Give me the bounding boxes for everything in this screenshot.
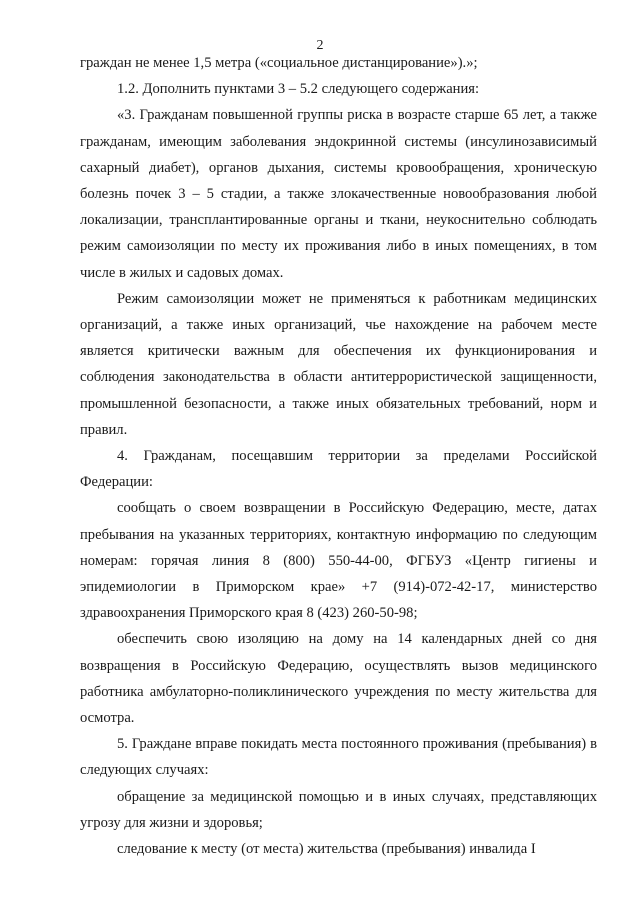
document-body [80,50,597,862]
paragraph-4: Режим самоизоляции может не применяться к работникам медицинских организаций, а также иных организаций, чье нахождение на рабочем месте является критически важным для обеспечения их функционирования и соблюдения законодательства в области антитеррористической защищенности, промышленной безопасности, а также иных обязательных требований, норм и правил. [80,290,597,438]
paragraph-9: обращение за медицинской помощью и в иных случаях, представляющих угрозу для жизни и здоровья; [80,788,597,831]
page-number: 2 [316,38,324,53]
paragraph-6: сообщать о своем возвращении в Российскую Федерацию, месте, датах пребывания на указанных территориях, контактную информацию по следующим номерам: горячая линия 8 (800) 550-44-00, ФГБУЗ «Центр гигиены и эпидемиологии в Приморском крае» +7 (914)-072-42-17, министерство здравоохранения Приморского края 8 (423) 260-50-98; [80,500,597,622]
paragraph-3: «3. Гражданам повышенной группы риска в возрасте старше 65 лет, а также гражданам, имеющим заболевания эндокринной системы (инсулинозависимый сахарный диабет), органов дыхания, системы кровообращения, хроническую болезнь почек 3 – 5 стадии, а также злокачественные новообразования любой локализации, трансплантированные органы и ткани, неукоснительно соблюдать режим самоизоляции по месту их проживания либо в иных помещениях, в том числе в жилых и садовых домах. [80,107,597,281]
paragraph-7: обеспечить свою изоляцию на дому на 14 календарных дней со дня возвращения в Российскую Федерацию, осуществлять вызов медицинского работника амбулаторно-поликлинического учреждения по месту жительства для осмотра. [80,631,597,727]
paragraph-2: 1.2. Дополнить пунктами 3 – 5.2 следующего содержания: [117,81,480,98]
paragraph-10: следование к месту (от места) жительства (пребывания) инвалида I [117,841,536,858]
paragraph-8: 5. Граждане вправе покидать места постоянного проживания (пребывания) в следующих случаях: [80,736,597,779]
paragraph-1: граждан не менее 1,5 метра («социальное дистанцирование»).»; [80,55,478,71]
paragraph-5: 4. Гражданам, посещавшим территории за пределами Российской Федерации: [80,448,597,491]
